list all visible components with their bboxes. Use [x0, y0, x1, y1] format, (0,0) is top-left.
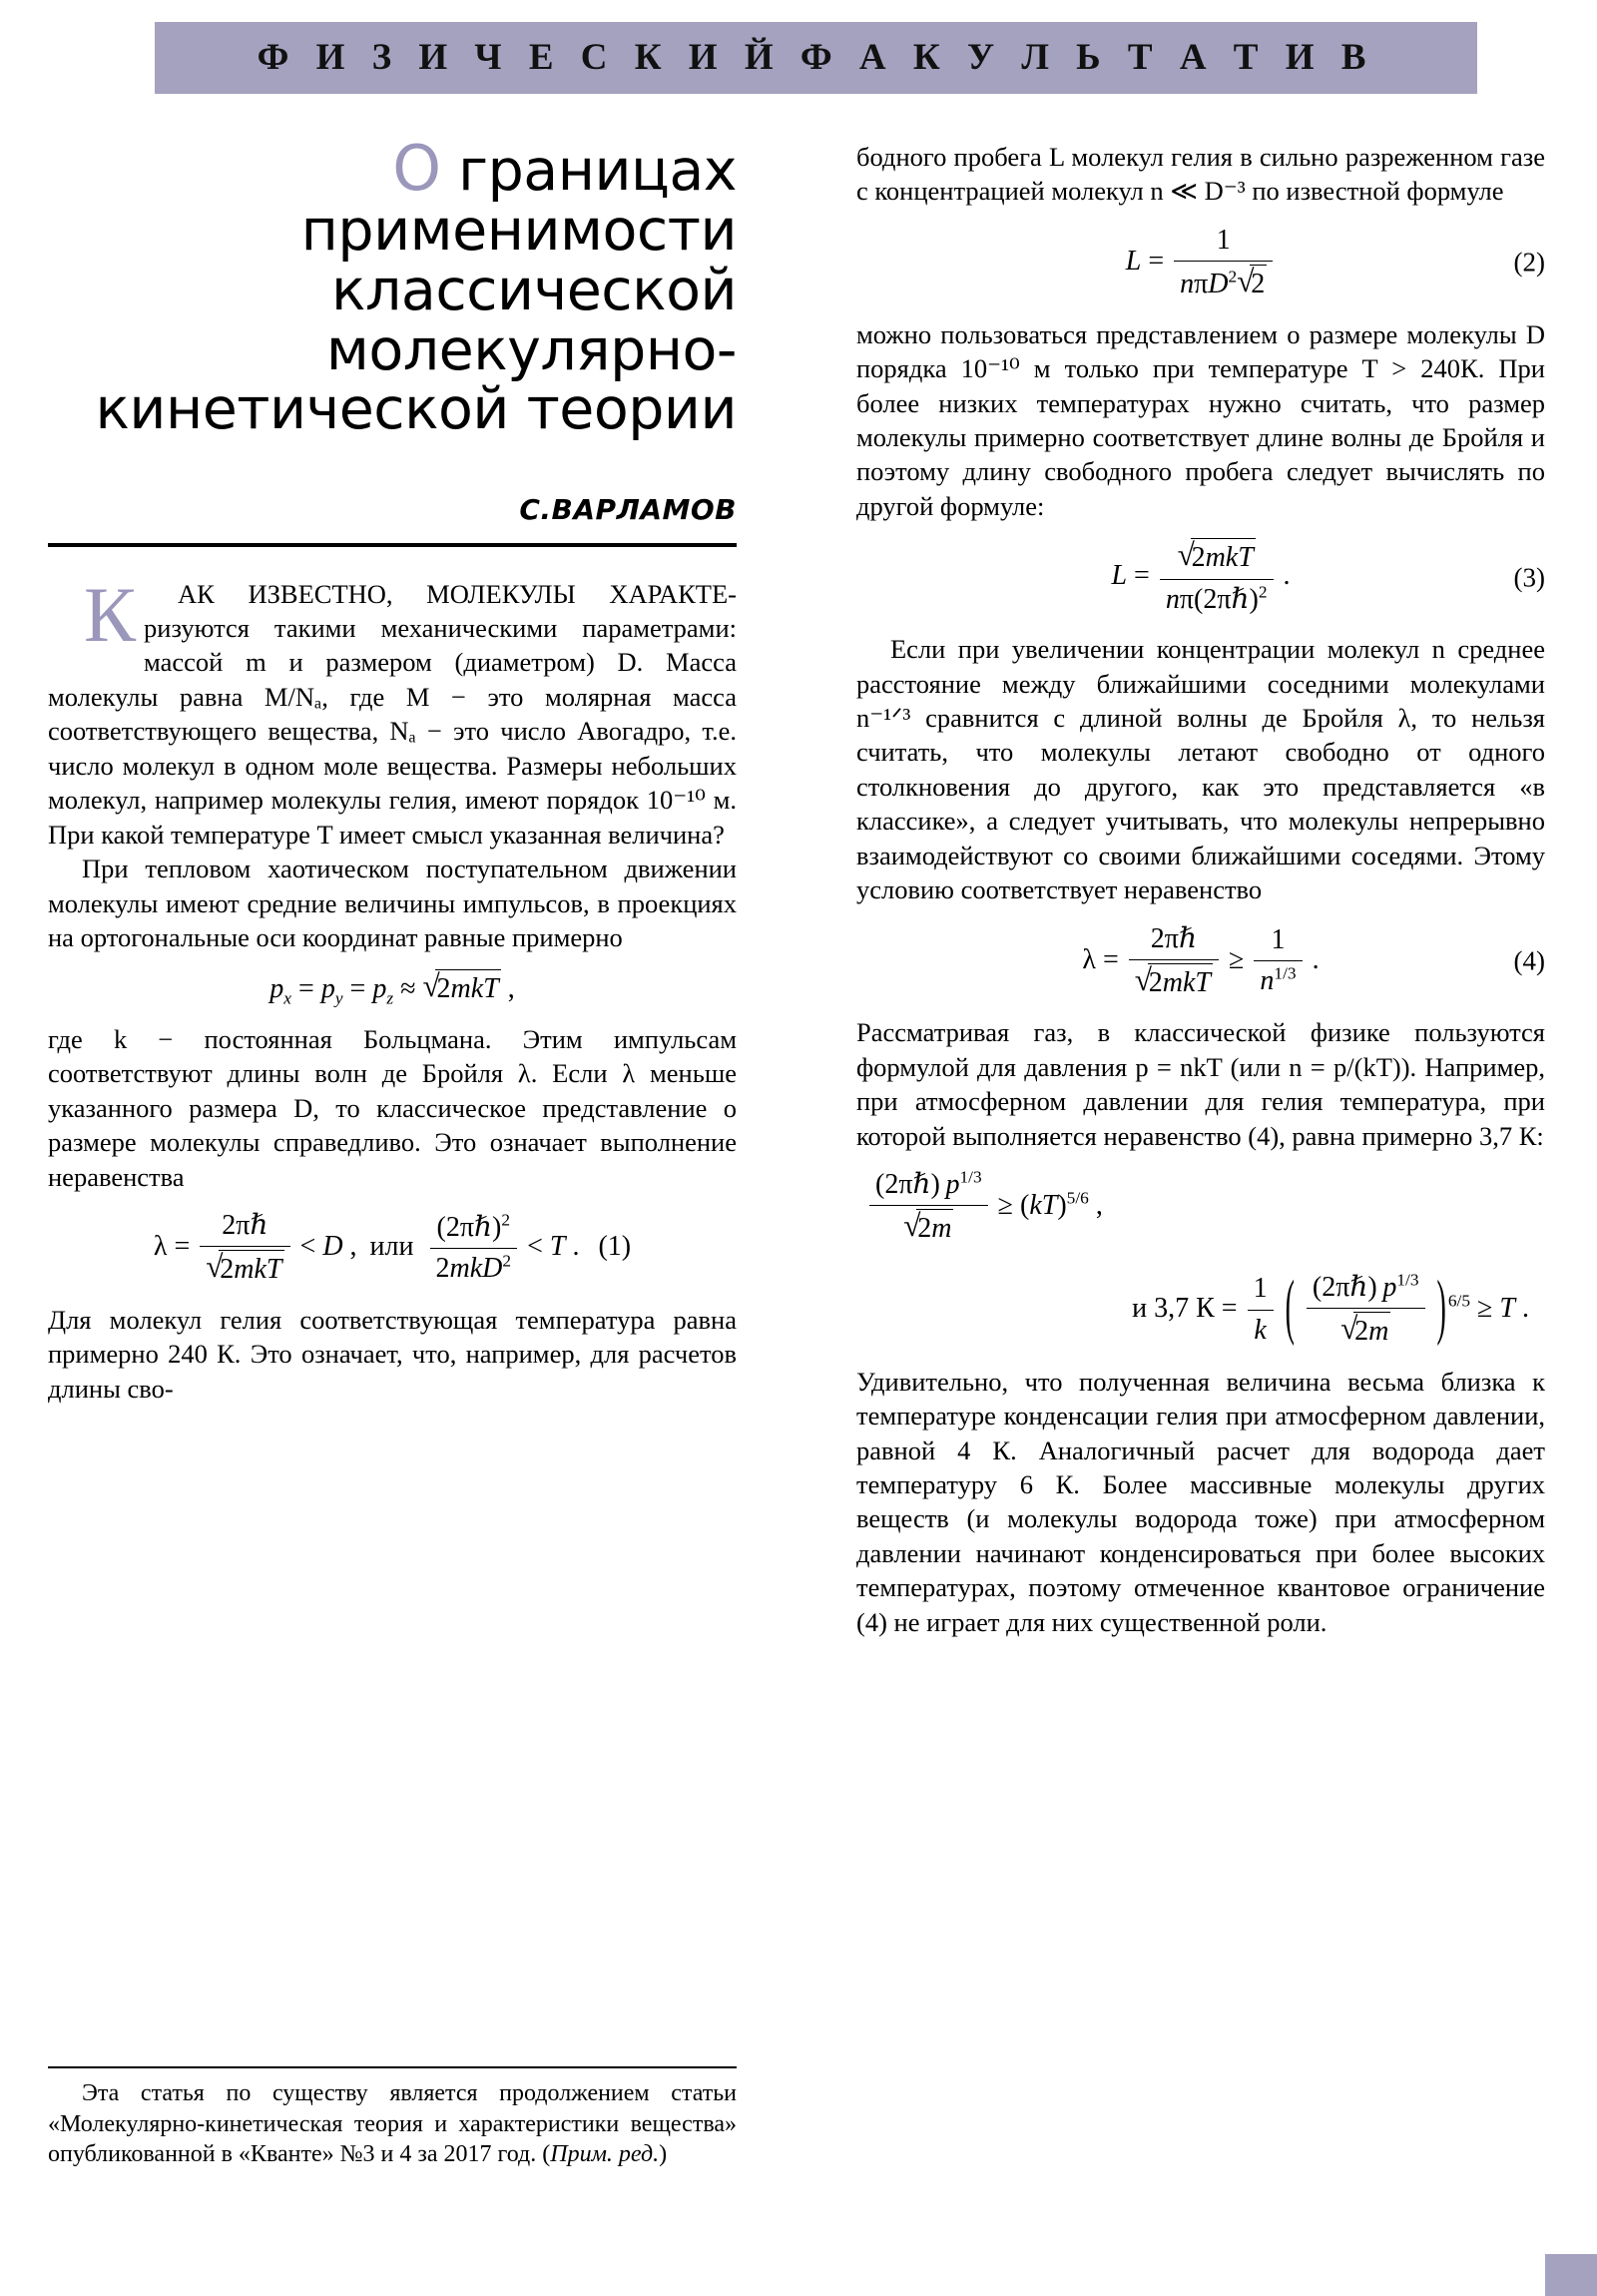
- paragraph-1-smallcaps: АК ИЗВЕСТНО, МОЛЕКУЛЫ ХАРАКТЕ-: [178, 578, 737, 609]
- corner-mark: [1545, 2254, 1597, 2296]
- footnote-text: [48, 2078, 737, 2170]
- title-dropcap: О: [392, 132, 441, 205]
- right-paragraph-2: можно пользоваться представлением о размере молекулы D порядка 10⁻¹⁰ м только при температуре T > 240К. При более низких температурах нужно считать, что размер молекулы примерно соответствует длине волны де Бройля и поэтому длину свободного пробега следует вычислять по другой формуле:: [856, 318, 1545, 521]
- right-paragraph-3: Если при увеличении концентрации молекул n среднее расстояние между ближайшими соседними молекулами n⁻¹ᐟ³ сравнится с длиной волны де Бройля λ, то нельзя считать, что молекулы летают свободно от одного столкновения до другого, как это представляется «в классике», а следует учитывать, что молекулы непрерывно взаимодействуют со своими ближайшими соседями. Этому условию соответствует неравенство: [856, 634, 1545, 905]
- right-column: [856, 140, 1545, 1639]
- left-column: [48, 130, 737, 1406]
- equation-1: λ = 2πℏ √ 2mkT < D , или $\frac{(2\pi\hbar)^2}{2mkD^2}$ < T . (1): [48, 1208, 737, 1289]
- equation-px: $p_x = p_y = p_z$ ≈ √ 2mkT ,: [48, 968, 737, 1007]
- equation-5a: (2πℏ) $p^{1/3}$ √ 2m ≥ (kT)$^{5/6}$ ,: [856, 1167, 1545, 1248]
- title-rest: границах применимости классической молекулярно- кинетической теории: [95, 138, 737, 443]
- article-title: [48, 130, 737, 443]
- equation-3-tag: (3): [1513, 562, 1545, 593]
- footnote-part-b: ): [659, 2141, 668, 2168]
- equation-4: λ = 2πℏ √ 2mkT ≥ $\frac{1}{n^{1/3}}$ . (4): [856, 921, 1545, 1002]
- section-banner: [155, 22, 1477, 94]
- left-paragraph-4: Для молекул гелия соответствующая температура равна примерно 240 К. Это означает, что, например, для расчетов длины сво-: [48, 1304, 737, 1404]
- right-paragraph-4: Рассматривая газ, в классической физике пользуются формулой для давления p = nkT (или n = p/(kT)). Например, при атмосферном давлении для гелия температура, при которой выполняется неравенство (4), равна примерно 3,7 К:: [856, 1017, 1545, 1151]
- banner-title: Ф И З И Ч Е С К И Й Ф А К У Л Ь Т А Т И В: [257, 37, 1375, 78]
- left-paragraph-1: [48, 570, 737, 853]
- equation-5b-lead: и 3,7 К =: [1132, 1292, 1238, 1324]
- paragraph-1-rest: ризуются такими механическими параметрами: массой m и размером (диаметром) D. Масса молекулы равна М/Nₐ, где М − это молярная масса соответствующего вещества, Nₐ − это число Авогадро, т.е. число молекул в одном моле вещества. Размеры небольших молекул, например молекулы гелия, имеют порядок 10⁻¹⁰ м. При какой температуре T имеет смысл указанная величина?: [48, 613, 737, 850]
- body-dropcap: К: [84, 570, 137, 658]
- equation-5b: и 3,7 К = $\frac{1}{k}$ ( (2πℏ) $p^{1/3}$ √ 2m ) $^{6/5}$ ≥ T .: [856, 1270, 1545, 1351]
- footnote-part-a: Эта статья по существу является продолжением статьи «Молекулярно-кинетическая теория и характеристики вещества» опубликованной в «Кванте» №3 и 4 за 2017 год. (: [48, 2080, 737, 2168]
- equation-1-conjunction: или: [369, 1230, 414, 1262]
- footnote-part-italic: Прим. ред.: [550, 2141, 660, 2168]
- footnote-block: [48, 2066, 737, 2170]
- author-byline: С.ВАРЛАМОВ: [519, 493, 737, 527]
- right-paragraph-5: Удивительно, что полученная величина весьма близка к температуре конденсации гелия при атмосферном давлении, равной 4 К. Аналогичный расчет для водорода дает температуру 6 К. Более массивные молекулы других веществ (и молекулы водорода тоже) при атмосферном давлении начинают конденсироваться при более высоких температурах, поэтому отмеченное квантовое ограничение (4) не играет для них существенной роли.: [856, 1366, 1545, 1637]
- footnote-divider: [48, 2066, 737, 2068]
- byline-divider: [48, 543, 737, 547]
- equation-2: L = $\frac{1}{n\pi D^2 √ 2}$ (2): [856, 223, 1545, 303]
- equation-2-tag: (2): [1513, 247, 1545, 278]
- equation-3: L = √ $\frac{\text{2mkT}}{n\pi(2\pi\hbar)^2}$ . (3): [856, 537, 1545, 618]
- left-paragraph-3: где k − постоянная Больцмана. Этим импульсам соответствуют длины волн де Бройля λ. Если λ меньше указанного размера D, то классическое представление о размере молекулы справедливо. Это означает выполнение неравенства: [48, 1023, 737, 1192]
- equation-4-tag: (4): [1513, 945, 1545, 976]
- equation-1-tag: (1): [598, 1230, 632, 1262]
- right-paragraph-1: бодного пробега L молекул гелия в сильно разреженном газе с концентрацией молекул n ≪ D⁻³ по известной формуле: [856, 142, 1545, 207]
- left-paragraph-2: При тепловом хаотическом поступательном движении молекулы имеют средние величины импульсов, в проекциях на ортогональные оси координат равные примерно: [48, 854, 737, 952]
